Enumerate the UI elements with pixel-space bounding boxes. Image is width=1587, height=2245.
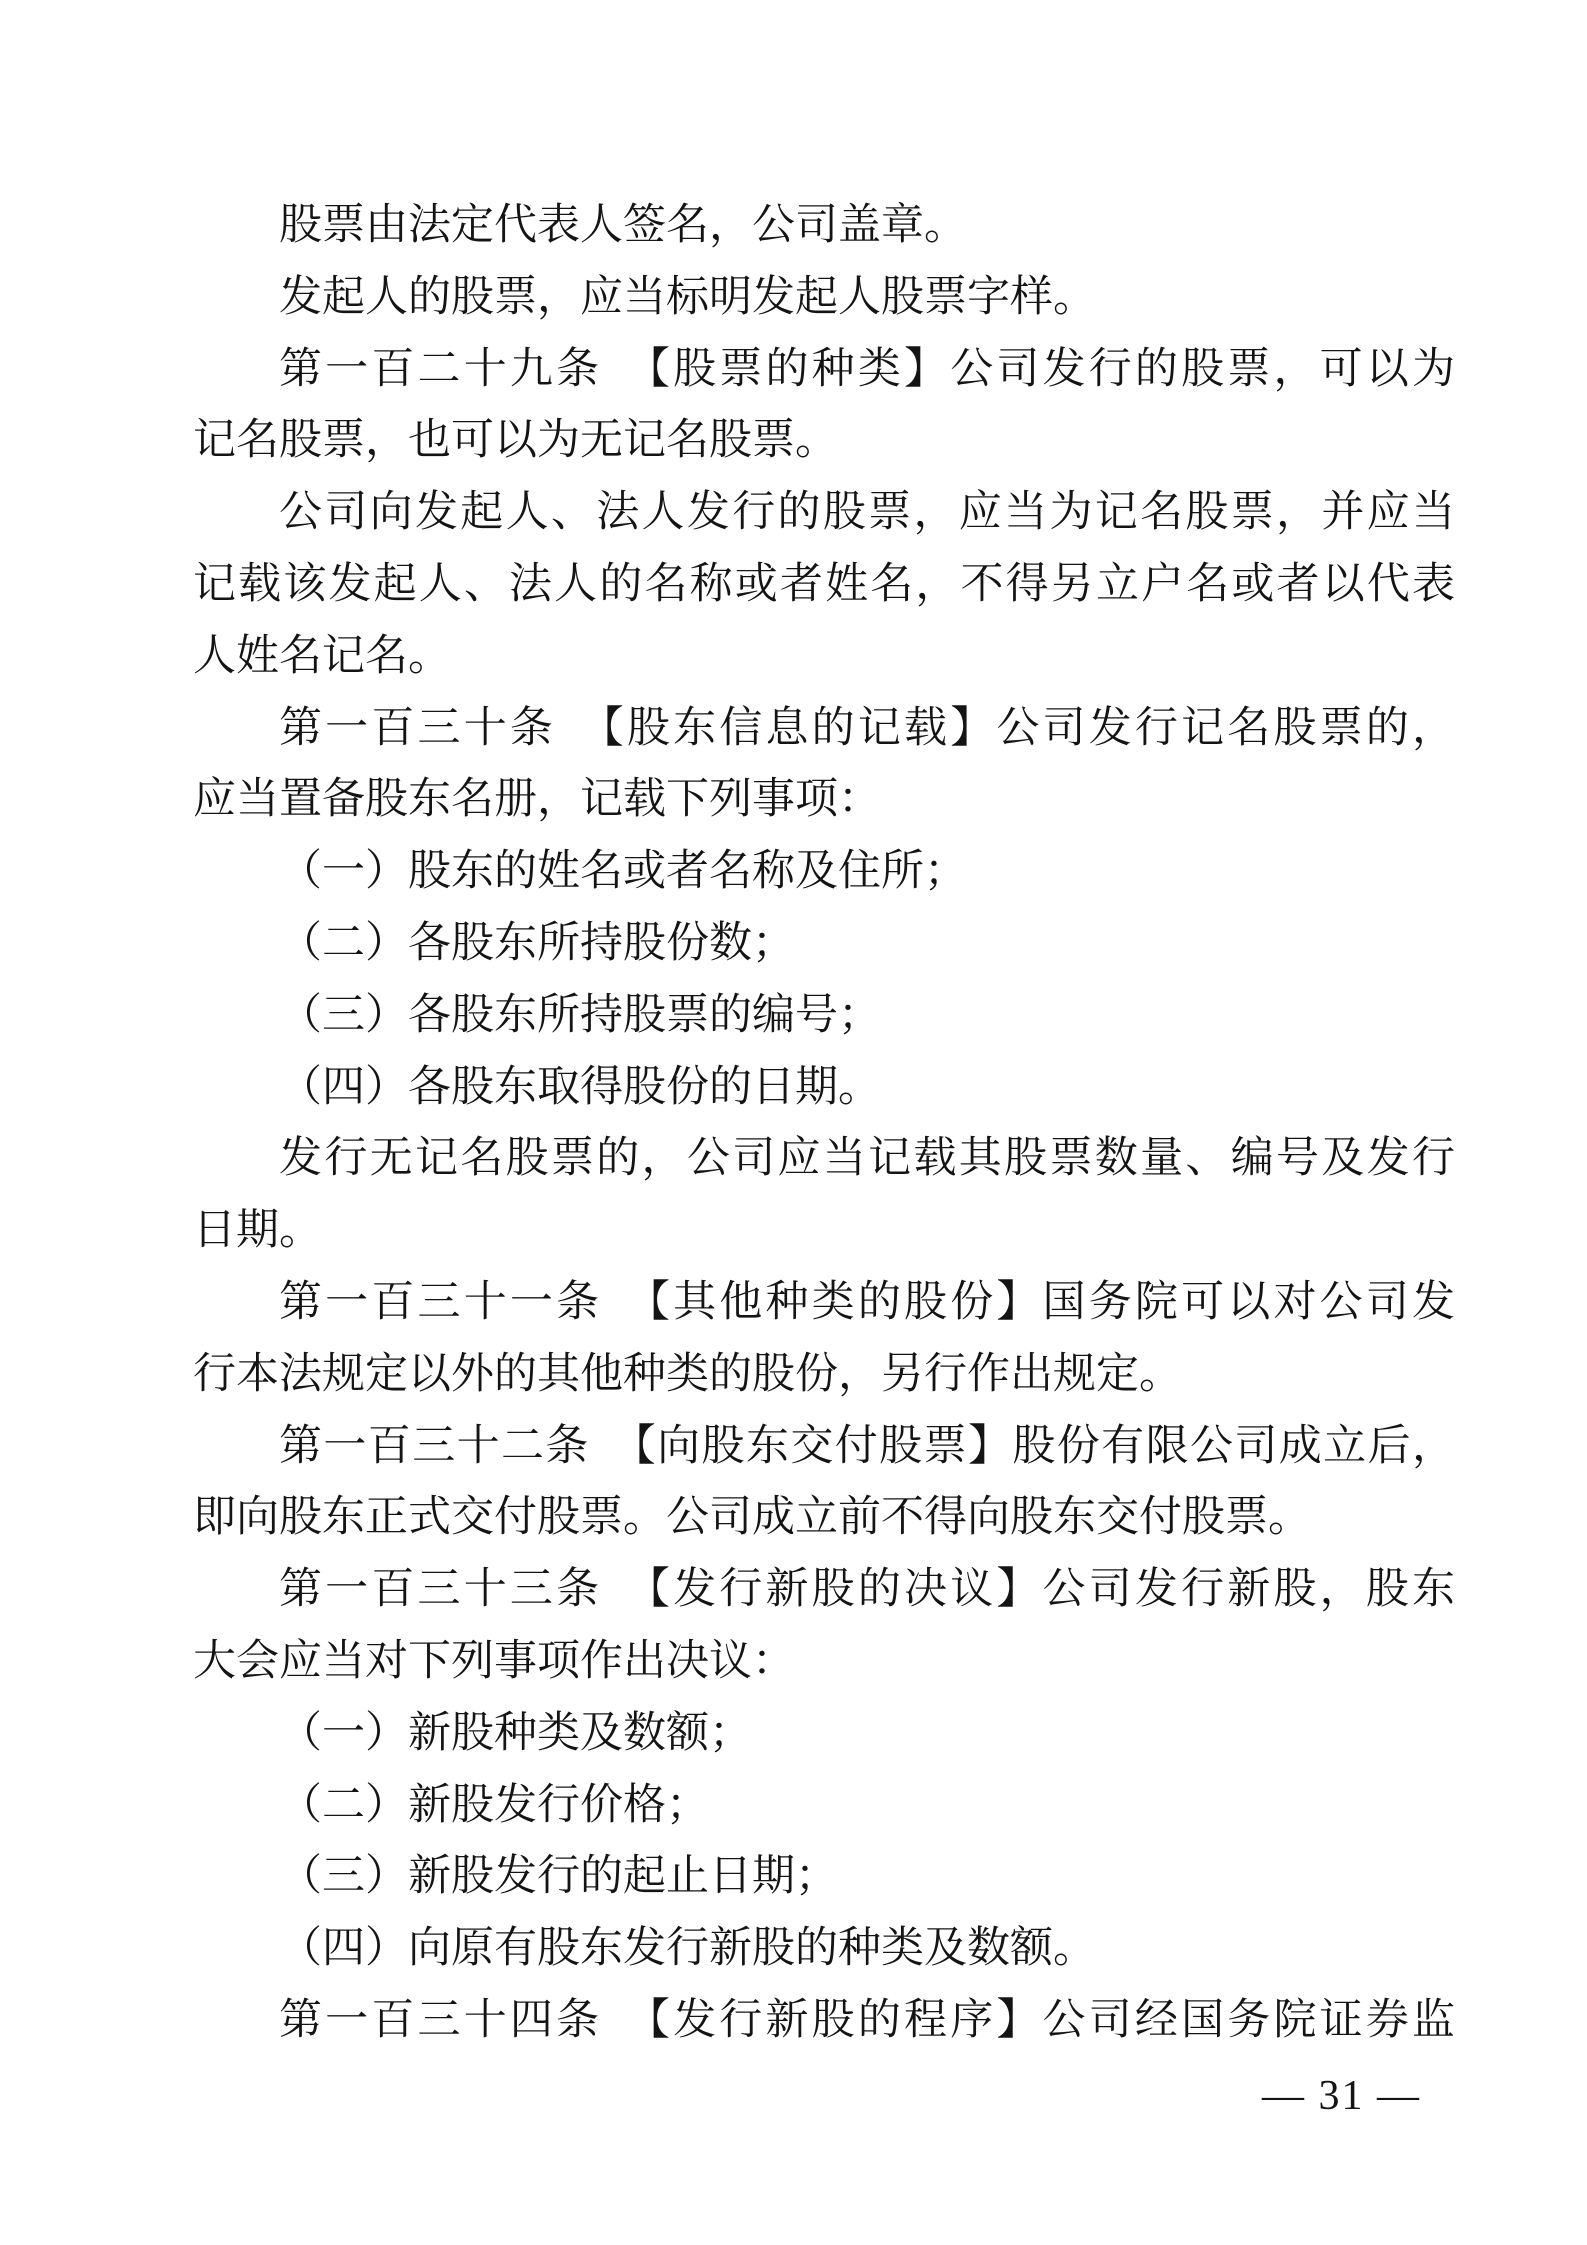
text-line-list-item: （二）各股东所持股份数；: [279, 919, 795, 967]
text-line: 发行无记名股票的，公司应当记载其股票数量、编号及发行: [279, 1135, 1455, 1183]
text-line: 即向股东正式交付股票。公司成立前不得向股东交付股票。: [193, 1494, 1311, 1542]
text-line: 公司向发起人、法人发行的股票，应当为记名股票，并应当: [279, 489, 1455, 537]
text-line-article-132: 第一百三十二条 【向股东交付股票】股份有限公司成立后，: [279, 1422, 1455, 1470]
text-line: 日期。: [193, 1207, 322, 1255]
text-line-list-item: （三）各股东所持股票的编号；: [279, 991, 881, 1039]
text-line-article-129: 第一百二十九条 【股票的种类】公司发行的股票，可以为: [279, 345, 1455, 393]
text-line-list-item: （四）向原有股东发行新股的种类及数额。: [279, 1925, 1096, 1973]
text-line-list-item: （一）新股种类及数额；: [279, 1709, 752, 1757]
text-line-list-item: （一）股东的姓名或者名称及住所；: [279, 848, 967, 896]
text-line: 股票由法定代表人签名，公司盖章。: [279, 202, 967, 249]
text-line: 大会应当对下列事项作出决议：: [193, 1637, 795, 1685]
text-line-article-131: 第一百三十一条 【其他种类的股份】国务院可以对公司发: [279, 1278, 1455, 1326]
text-line-article-130: 第一百三十条 【股东信息的记载】公司发行记名股票的，: [279, 704, 1455, 752]
text-line: 行本法规定以外的其他种类的股份，另行作出规定。: [193, 1350, 1182, 1398]
text-line: 记载该发起人、法人的名称或者姓名，不得另立户名或者以代表: [193, 560, 1455, 608]
text-line-article-134: 第一百三十四条 【发行新股的程序】公司经国务院证券监: [279, 1996, 1455, 2044]
text-line-list-item: （三）新股发行的起止日期；: [279, 1853, 838, 1901]
text-line: 人姓名记名。: [193, 632, 451, 680]
page-number: — 31 —: [1262, 2073, 1421, 2119]
text-line-article-133: 第一百三十三条 【发行新股的决议】公司发行新股，股东: [279, 1566, 1455, 1614]
text-line-list-item: （四）各股东取得股份的日期。: [279, 1063, 881, 1111]
document-body: [193, 190, 1455, 2057]
text-line: 发起人的股票，应当标明发起人股票字样。: [279, 273, 1096, 321]
text-line-list-item: （二）新股发行价格；: [279, 1781, 709, 1829]
text-line: 记名股票，也可以为无记名股票。: [193, 417, 838, 465]
text-line: 应当置备股东名册，记载下列事项：: [193, 776, 881, 824]
